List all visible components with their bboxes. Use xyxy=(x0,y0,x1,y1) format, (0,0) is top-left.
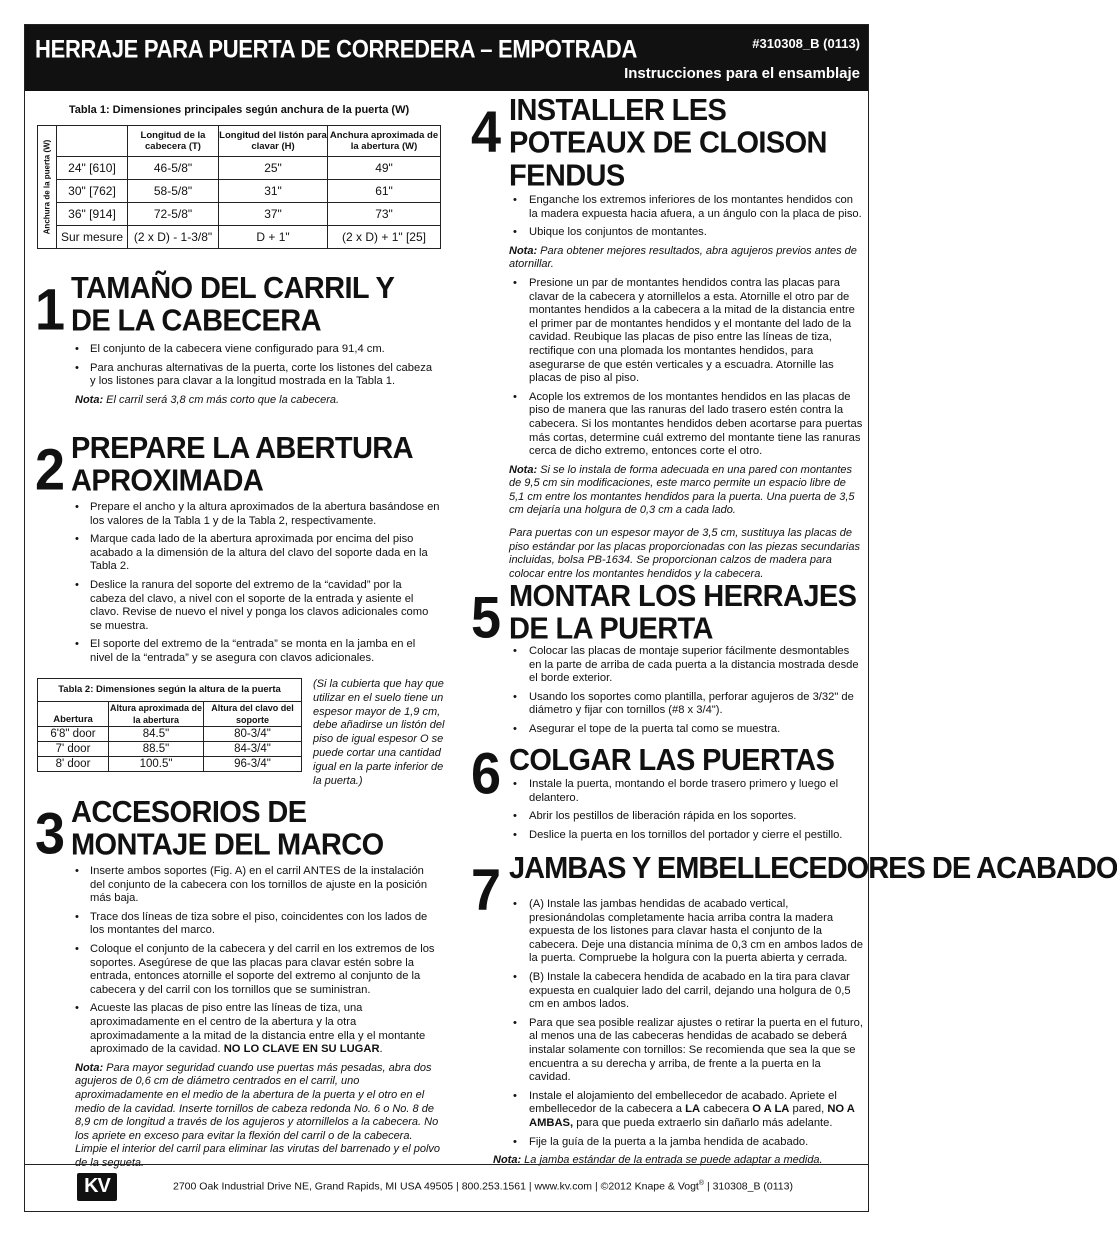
list-item: • Colocar las placas de montaje superior fácilmente desmontables en la parte de arriba de cada puerta a la distancia mostrada desde el borde exterior. xyxy=(471,645,863,686)
footer-text: 2700 Oak Industrial Drive NE, Grand Rapids, MI USA 49505 | 800.253.1561 | www.kv.com | ©2012 Knape & Vogt® | 310308_B (0113) xyxy=(173,1180,793,1193)
note: Nota: Para mayor seguridad cuando use puertas más pesadas, abra dos agujeros de 0,6 cm de diámetro centrados en el carril, uno aproximadamente en el medio de la abertura de la puerta y el otro en el medio de la cavidad. Inserte tornillos de cabeza redonda No. 6 o No. 8 de 8,9 cm de longitud a través de los agujeros y atornillelos a la cabecera. No los apriete en exceso para evitar la flexión del carril o de la cabecera. Limpie el interior del carril para eliminar las virutas del barrenado y el polvo de la segueta. xyxy=(75,1061,441,1169)
note: Nota: Para obtener mejores resultados, abra agujeros previos antes de atornillar. xyxy=(509,244,857,271)
table-row: 36" [914] 72-5/8" 37" 73" xyxy=(38,203,441,226)
section-2 xyxy=(35,433,440,671)
list-item: • Asegurar el tope de la puerta tal como se muestra. xyxy=(471,723,863,737)
list-item: • Coloque el conjunto de la cabecera y del carril en los extremos de los soportes. Asegúrese de que las placas para clavar estén sobre la entrada, entonces atornille el soporte del extremo al conjunto de la cabecera y del carril con los tornillos que se suministran. xyxy=(35,943,440,997)
section-number: 1 xyxy=(35,277,64,343)
section-title: COLGAR LAS PUERTAS xyxy=(509,743,835,778)
list-item: • Usando los soportes como plantilla, perforar agujeros de 3/32" de diámetro y fijar con tornillos (#8 x 3/4"). xyxy=(471,691,863,718)
list-item: • El conjunto de la cabecera viene configurado para 91,4 cm. xyxy=(35,343,440,357)
document-subtitle: Instrucciones para el ensamblaje xyxy=(624,65,860,82)
section-3 xyxy=(35,797,440,1175)
note: Nota: La jamba estándar de la entrada se puede adaptar a medida. xyxy=(493,1154,823,1167)
section-4 xyxy=(471,95,863,586)
list-item: • Deslice la puerta en los tornillos del portador y cierre el pestillo. xyxy=(471,829,863,843)
list-item: • Trace dos líneas de tiza sobre el piso, coincidentes con los lados de los montantes del marco. xyxy=(35,911,440,938)
table-row: 24" [610] 46-5/8" 25" 49" xyxy=(38,157,441,180)
section-number: 3 xyxy=(35,801,64,867)
section-number: 2 xyxy=(35,437,64,503)
section-number: 4 xyxy=(471,99,500,165)
table-row: 30" [762] 58-5/8" 31" 61" xyxy=(38,180,441,203)
table-2-note: (Si la cubierta que hay que utilizar en el suelo tiene un espesor mayor de 1,9 cm, debe añadirse un listón del piso de igual espesor O se puede cortar una cantidad igual en la parte inferior de la puerta.) xyxy=(313,678,445,787)
section-title: PREPARE LA ABERTURA APROXIMADA xyxy=(71,431,412,499)
section-title: JAMBAS Y EMBELLECEDORES DE ACABADO xyxy=(509,851,1117,886)
kv-logo: KV xyxy=(77,1173,117,1201)
list-item: • Marque cada lado de la abertura aproximada por encima del piso acabado a la dimensión de la altura del clavo del soporte dada en la Tabla 2. xyxy=(35,533,440,574)
note: Nota: El carril será 3,8 cm más corto que la cabecera. xyxy=(75,393,340,406)
list-item: • Acople los extremos de los montantes hendidos en las placas de piso de manera que las ranuras del lado trasero estén contra la cabecera. Si los montantes hendidos deben acortarse para puertas más cortas, determine cuál extremo del montante tiene las ranuras cerca de dicho extremo, entonces corte el otro. xyxy=(471,391,863,459)
list-item: • Fije la guía de la puerta a la jamba hendida de acabado. xyxy=(471,1136,863,1150)
instruction-sheet xyxy=(24,24,1117,1212)
table-row: 8' door 100.5" 96-3/4" xyxy=(38,757,302,772)
list-item: • (B) Instale la cabecera hendida de acabado en la tira para clavar expuesta en cualquier lado del carril, dejando una holgura de 0,5 cm en ambos lados. xyxy=(471,971,863,1012)
list-item: • (A) Instale las jambas hendidas de acabado vertical, presionándolas completamente hacia arriba contra la madera expuesta de los listones para clavar hasta el conjunto de la cabecera. Deje una distancia mínima de 0,3 cm en ambos lados de la puerta. Compruebe la holgura con la puerta abierta y cerrada. xyxy=(471,898,863,966)
table-2-caption: Tabla 2: Dimensiones según la altura de la puerta xyxy=(38,679,302,702)
paragraph: Para puertas con un espesor mayor de 3,5 cm, sustituya las placas de piso estándar por las placas proporcionadas con las piezas secundarias incluidas, bolsa PB-1634. Se proporcionan calzos de madera para colocar entre los montantes hendidos y la cabecera. xyxy=(509,527,860,580)
section-5 xyxy=(471,581,863,742)
section-number: 7 xyxy=(471,857,500,923)
table-1 xyxy=(37,95,441,249)
header-bar xyxy=(25,25,868,91)
list-item: • Acueste las placas de piso entre las líneas de tiza, una aproximadamente en el centro de la abertura y la otra aproximadamente a la mitad de la distancia entre ella y el montante aproximado de la cavidad. NO LO CLAVE EN SU LUGAR. xyxy=(35,1002,440,1056)
section-1 xyxy=(35,273,440,412)
list-item: • Deslice la ranura del soporte del extremo de la “cavidad” por la cabeza del clavo, a nivel con el soporte de la entrada y asiente el clavo. Revise de nuevo el nivel y ponga los clavos adicionales como se muestra. xyxy=(35,579,440,633)
note: Nota: Si se lo instala de forma adecuada en una pared con montantes de 9,5 cm sin modificaciones, este marco permite un espacio libre de 5,1 cm entre los montantes hendidos para la puerta. Una puerta de 3,5 cm dejaría una holgura de 0,3 cm a cada lado. xyxy=(509,463,855,517)
table-2-header: Abertura xyxy=(38,702,109,727)
list-item: • Inserte ambos soportes (Fig. A) en el carril ANTES de la instalación del conjunto de la cabecera con los tornillos de ajuste en la posición más baja. xyxy=(35,865,440,906)
table-2-header: Altura del clavo del soporte xyxy=(204,702,302,727)
list-item: • Para anchuras alternativas de la puerta, corte los listones del cabeza y los listones para clavar a la longitud mostrada en la Tabla 1. xyxy=(35,362,440,389)
table-row: 6'8" door 84.5" 80-3/4" xyxy=(38,727,302,742)
section-number: 6 xyxy=(471,741,500,807)
section-title: ACCESORIOS DE MONTAJE DEL MARCO xyxy=(71,795,384,863)
document-code: #310308_B (0113) xyxy=(752,36,860,51)
table-1-side-label: Anchura de la puerta (W) xyxy=(38,126,57,249)
list-item: • Instale el alojamiento del embellecedor de acabado. Apriete el embellecedor de la cabecera a LA cabecera O A LA pared, NO A AMBAS, para que pueda extraerlo sin dañarlo más adelante. xyxy=(471,1090,863,1131)
list-item: • Instale la puerta, montando el borde trasero primero y luego el delantero. xyxy=(471,778,863,805)
section-6 xyxy=(471,741,863,847)
section-title: INSTALLER LES POTEAUX DE CLOISON FENDUS xyxy=(509,93,827,193)
footer xyxy=(25,1164,868,1211)
list-item: • Prepare el ancho y la altura aproximados de la abertura basándose en los valores de la Tabla 1 y de la Tabla 2, respectivamente. xyxy=(35,501,440,528)
table-2 xyxy=(37,678,302,772)
section-title: TAMAÑO DEL CARRIL Y DE LA CABECERA xyxy=(71,271,394,339)
table-1-header: Longitud de la cabecera (T) xyxy=(128,126,219,157)
list-item: • Presione un par de montantes hendidos contra las placas para clavar de la cabecera y atornillelos a esta. Atornille el otro par de montantes hendidos a la cabecera a la mitad de la distancia entre el primer par de montantes hendidos y el montante del lado de la cavidad. Reubique las placas de piso entre las líneas de tiza, rectifique con una plomada los montantes hendidos, para asegurarse de que estén verticales y a escuadra. Atornille las placas de piso al piso. xyxy=(471,277,863,386)
table-1-header: Longitud del listón para clavar (H) xyxy=(219,126,328,157)
list-item: • Abrir los pestillos de liberación rápida en los soportes. xyxy=(471,810,863,824)
table-row: Sur mesure (2 x D) - 1-3/8" D + 1" (2 x D) + 1" [25] xyxy=(38,226,441,249)
table-row: 7' door 88.5" 84-3/4" xyxy=(38,742,302,757)
list-item: • Para que sea posible realizar ajustes o retirar la puerta en el futuro, al menos una de las cabeceras hendidas de acabado se deberá instalar solamente con tornillos: Se recomienda que sea la que se encuentra a su derecha y arriba, de frente a la puerta en la cavidad. xyxy=(471,1017,863,1085)
table-1-caption: Tabla 1: Dimensiones principales según anchura de la puerta (W) xyxy=(38,95,441,126)
list-item: • Ubique los conjuntos de montantes. xyxy=(471,226,863,240)
section-number: 5 xyxy=(471,585,500,651)
section-title: MONTAR LOS HERRAJES DE LA PUERTA xyxy=(509,579,857,647)
table-2-block xyxy=(35,678,455,787)
list-item: • Enganche los extremos inferiores de los montantes hendidos con la madera expuesta hacia afuera, a un ángulo con la placa de piso. xyxy=(471,194,863,221)
list-item: • El soporte del extremo de la “entrada” se monta en la jamba en el nivel de la “entrada” y se asegura con clavos adicionales. xyxy=(35,638,440,665)
table-2-header: Altura aproximada de la abertura xyxy=(109,703,203,725)
document-title: HERRAJE PARA PUERTA DE CORREDERA – EMPOTRADA xyxy=(35,35,638,63)
table-1-header: Anchura aproximada de la abertura (W) xyxy=(328,126,441,157)
section-7 xyxy=(471,851,1117,1173)
